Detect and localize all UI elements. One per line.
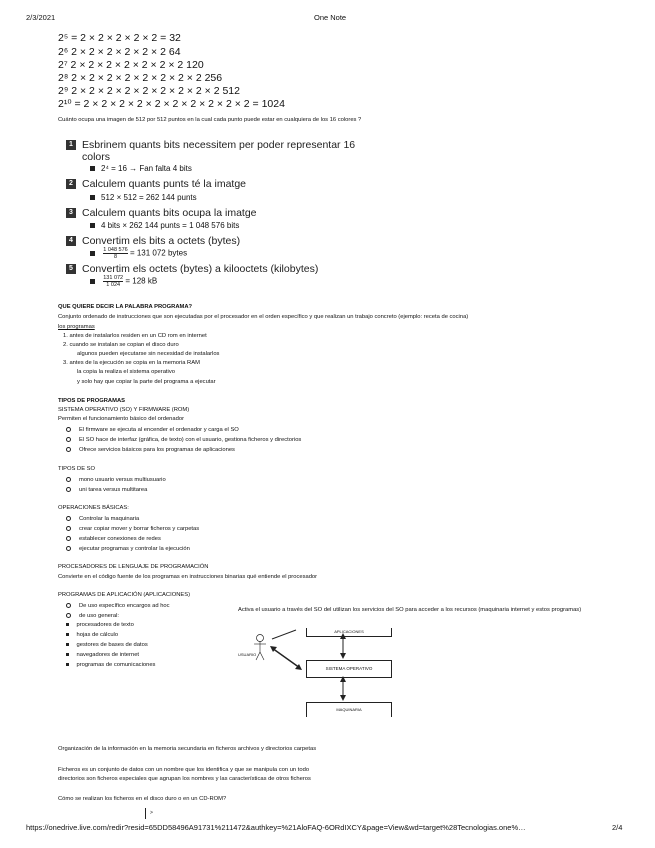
list-item: Ofrece servicios básicos para los programas de aplicaciones [66,447,235,454]
circle-bullet-icon [66,487,71,492]
step-number: 4 [66,236,76,246]
list-item: mono usuario versus multiusuario [66,477,166,484]
power-line: 2⁸ 2 × 2 × 2 × 2 × 2 × 2 × 2 × 2 256 [58,72,223,84]
square-bullet-icon [90,251,95,256]
section-heading: TIPOS DE PROGRAMAS [58,398,125,404]
list-item: uni tarea versus multitarea [66,487,147,494]
paragraph: SISTEMA OPERATIVO (SO) Y FIRMWARE (ROM) [58,407,190,413]
paragraph: directorios son ficheros especiales que agrupan los nombres y las características de otros ficheros [58,776,311,782]
diagram-apps-label: APLICACIONES [334,629,364,634]
list-item: 1. antes de instalarlos residen en un CD rom en internet [63,333,207,339]
circle-bullet-icon [66,603,71,608]
square-bullet-icon [90,195,95,200]
step-number: 5 [66,264,76,274]
step-sub: 512 × 512 = 262 144 punts [90,193,197,202]
print-url: https://onedrive.live.com/redir?resid=65DD58496A91731%211472&authkey=%21AloFAQ-6ORdIXCY&page=View&wd=target%28Tecnologias.one%… [26,823,526,832]
print-app-title: One Note [314,13,347,22]
square-bullet-icon [66,623,69,626]
list-item: El SO hace de interfaz (gráfica, de texto) con el usuario, gestiona ficheros y directorios [66,437,301,444]
list-item: gestores de bases de datos [66,643,148,649]
circle-bullet-icon [66,536,71,541]
square-bullet-icon [66,643,69,646]
list-item: programas de comunicaciones [66,663,155,669]
list-item: 3. antes de la ejecución se copia en la memoria RAM [63,360,200,366]
circle-bullet-icon [66,437,71,442]
circle-bullet-icon [66,526,71,531]
power-line: 2⁹ 2 × 2 × 2 × 2 × 2 × 2 × 2 × 2 × 2 512 [58,85,240,97]
square-bullet-icon [66,653,69,656]
diagram-apps-box [306,628,392,637]
square-bullet-icon [90,223,95,228]
list-item: y solo hay que copiar la parte del programa a ejecutar [77,379,216,385]
paragraph: Organización de la información en la memoria secundaria en ficheros archivos y directorios carpetas [58,746,317,752]
step-sub: $\frac{131 072}{1 024}$ = 128 kB [90,275,157,288]
step-title: 3 Calculem quants bits ocupa la imatge [66,207,257,219]
power-line: 2⁷ 2 × 2 × 2 × 2 × 2 × 2 × 2 120 [58,59,204,71]
paragraph: Ficheros es un conjunto de datos con un nombre que los identifica y que se manipula con un todo [58,767,310,773]
step-number: 2 [66,179,76,189]
paragraph: Convierte en el código fuente de los programas en instrucciones binarias qué entiende el procesador [58,574,318,580]
circle-bullet-icon [66,477,71,482]
step-sub: 2⁴ = 16 → Fan falta 4 bits [90,164,192,173]
step-sub: $\frac{1 048 576}{8}$ = 131 072 bytes [90,247,187,260]
step-title: 1 Esbrinem quants bits necessitem per poder representar 16 [66,139,355,151]
list-item: Controlar la maquinaria [66,516,139,523]
list-item: crear copiar mover y borrar ficheros y carpetas [66,526,199,533]
fraction: $\frac{131 072}{1 024}$ [103,275,124,289]
fraction: $\frac{1 048 576}{8}$ [103,247,128,261]
step-number: 3 [66,208,76,218]
step-title: 5 Convertim els octets (bytes) a kilooctets (kilobytes) [66,263,318,275]
list-item: establecer conexiones de redes [66,536,161,543]
list-item: El firmware se ejecuta al encender el ordenador y carga el SO [66,427,239,434]
diagram-hw-box [306,702,392,717]
section-heading: TIPOS DE SO [58,466,96,472]
circle-bullet-icon [66,447,71,452]
square-bullet-icon [90,279,95,284]
power-line: 2⁶ 2 × 2 × 2 × 2 × 2 × 2 64 [58,46,181,58]
list-item: ejecutar programas y controlar la ejecución [66,546,190,553]
list-item: De uso específico encargos ad hoc [66,603,170,610]
list-item: de uso general: [66,613,119,620]
diagram-so-label: SISTEMA OPERATIVO [325,666,373,671]
step-number: 1 [66,140,76,150]
square-bullet-icon [66,663,69,666]
circle-bullet-icon [66,427,71,432]
list-item: procesadores de texto [66,623,134,629]
step-title: 2 Calculem quants punts té la imatge [66,178,246,190]
power-line: 2⁵ = 2 × 2 × 2 × 2 × 2 = 32 [58,32,181,44]
text-cursor [145,808,146,819]
user-head-icon [257,635,264,642]
section-heading: QUE QUIERE DECIR LA PALABRA PROGRAMA? [58,304,193,310]
step-title: 4 Convertim els bits a octets (bytes) [66,235,240,247]
cursor-text: > [150,810,153,816]
print-date: 2/3/2021 [26,13,56,22]
diagram-hw-label: MAQUINARIA [336,707,362,712]
circle-bullet-icon [66,613,71,618]
list-item: la copia la realiza el sistema operativo [77,369,175,375]
page-number: 2/4 [612,823,623,832]
section-heading: PROCESADORES DE LENGUAJE DE PROGRAMACIÓN [58,564,209,570]
paragraph: Permiten el funcionamiento básico del ordenador [58,416,184,422]
diagram-so-box [306,660,392,678]
step-sub: 4 bits × 262 144 punts = 1 048 576 bits [90,221,239,230]
section-heading: PROGRAMAS DE APLICACIÓN (APLICACIONES) [58,592,191,598]
question-text: Cuánto ocupa una imagen de 512 por 512 puntos en la cual cada punto puede estar en cualquiera de los 16 colores ? [58,117,362,123]
section-heading: OPERACIONES BÁSICAS: [58,505,129,511]
paragraph: Cómo se realizan los ficheros en el disco duro o en un CD-ROM? [58,796,227,802]
list-item: algunos pueden ejecutarse sin necesidad de instalarlos [77,351,220,357]
circle-bullet-icon [66,546,71,551]
list-item: 2. cuando se instalan se copian el disco duro [63,342,179,348]
square-bullet-icon [90,166,95,171]
circle-bullet-icon [66,516,71,521]
paragraph: Conjunto ordenado de instrucciones que son ejecutadas por el procesador en el orden específico y que realizan un trabajo concreto (ejemplo: receta de cocina) [58,314,469,320]
diagram-caption: Activa el usuario a través del SO del utilizan los servicios del SO para acceder a los recursos (maquinaria internet y estos programas) [238,607,582,613]
power-line: 2¹⁰ = 2 × 2 × 2 × 2 × 2 × 2 × 2 × 2 × 2 × 2 = 1024 [58,98,285,110]
square-bullet-icon [66,633,69,636]
step-title-cont: colors [82,151,111,163]
list-item: hojas de cálculo [66,633,118,639]
diagram-user-label: USUARIO [238,652,257,657]
list-item: navegadores de internet [66,653,139,659]
underlined-link: los programas [58,324,95,330]
